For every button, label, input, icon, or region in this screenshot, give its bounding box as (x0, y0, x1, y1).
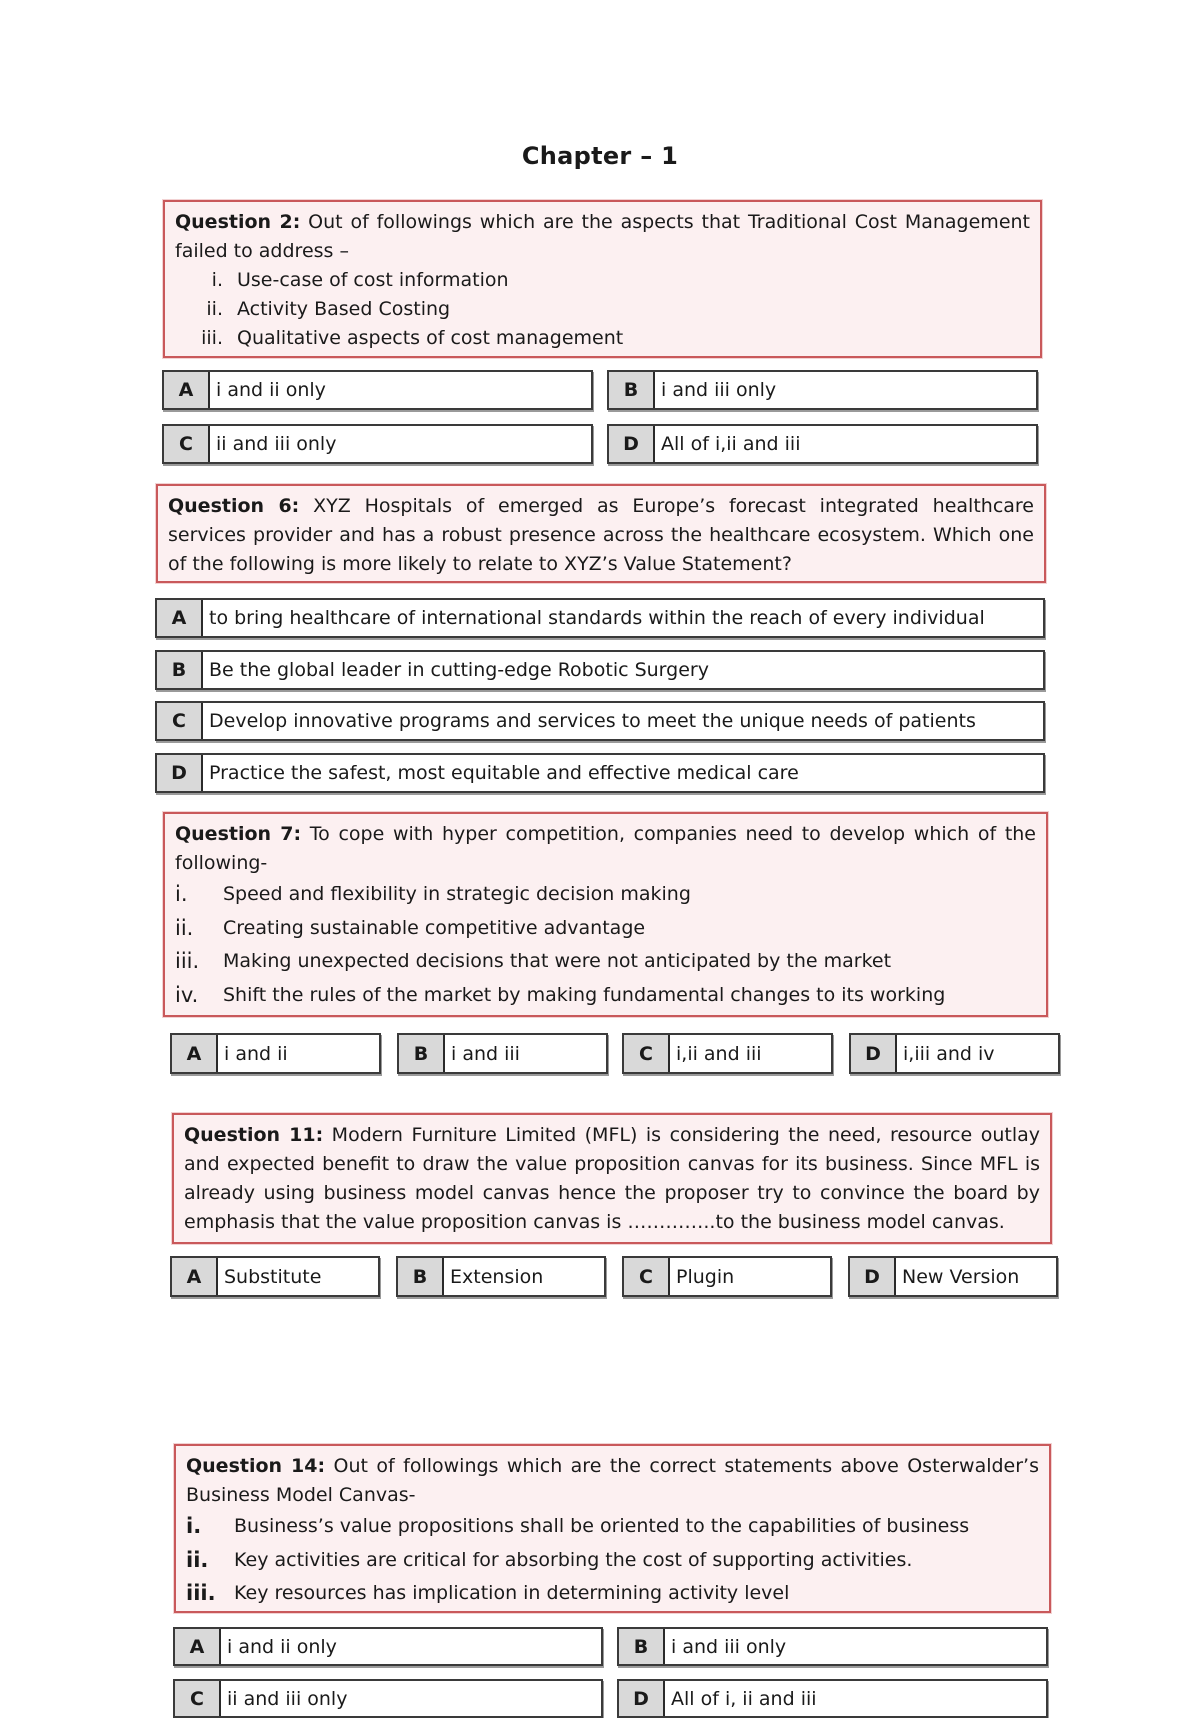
question-label: Question 7: (175, 823, 302, 845)
option-text: i and ii only (216, 379, 326, 401)
question-label: Question 14: (186, 1455, 326, 1477)
question-2-box (163, 200, 1042, 358)
question-14-stem: Question 14: Out of followings which are the correct statements above Osterwalder’s Business Model Canvas- (186, 1455, 1039, 1506)
question-7-option-d[interactable] (849, 1033, 1060, 1074)
option-text: ii and iii only (227, 1687, 348, 1710)
option-text: i and ii only (227, 1635, 337, 1658)
question-2-items (175, 266, 1030, 353)
list-item: iii. Key resources has implication in determining activity level (186, 1581, 790, 1605)
option-letter: C (624, 1258, 670, 1295)
option-text: New Version (902, 1265, 1020, 1288)
question-7-stem: Question 7: To cope with hyper competition, companies need to develop which of the following- (175, 823, 1036, 874)
list-item: i. Business’s value propositions shall be oriented to the capabilities of business (186, 1514, 970, 1538)
list-item: i. Use-case of cost information (211, 269, 509, 291)
list-item: ii. Activity Based Costing (206, 298, 451, 320)
question-11-option-a[interactable] (170, 1256, 380, 1297)
option-text: i and iii (451, 1042, 520, 1065)
question-7-option-c[interactable] (622, 1033, 833, 1074)
option-letter: B (609, 372, 655, 408)
question-11-box (172, 1113, 1052, 1244)
option-letter: D (619, 1681, 665, 1716)
option-letter: A (157, 600, 203, 636)
option-letter: C (624, 1035, 670, 1072)
list-item: ii. Creating sustainable competitive advantage (175, 915, 646, 940)
option-letter: B (619, 1629, 665, 1664)
question-6-option-c[interactable] (155, 701, 1045, 741)
option-letter: B (398, 1258, 444, 1295)
question-14-option-c[interactable] (173, 1679, 603, 1718)
list-item: i. Speed and flexibility in strategic decision making (175, 882, 691, 906)
option-text: Develop innovative programs and services to meet the unique needs of patients (209, 710, 976, 732)
question-label: Question 11: (184, 1124, 324, 1146)
question-label: Question 2: (175, 211, 301, 233)
option-letter: B (399, 1035, 445, 1072)
question-14-option-a[interactable] (173, 1627, 603, 1666)
question-2-option-b[interactable] (607, 370, 1038, 410)
option-letter: D (850, 1258, 896, 1295)
option-letter: C (164, 426, 210, 462)
option-text: Extension (450, 1265, 544, 1288)
option-text: i and iii only (661, 379, 777, 401)
option-text: Plugin (676, 1265, 735, 1288)
option-letter: A (164, 372, 210, 408)
question-6-option-d[interactable] (155, 753, 1045, 793)
option-text: i and iii only (671, 1635, 787, 1658)
option-letter: D (851, 1035, 897, 1072)
option-text: ii and iii only (216, 433, 337, 455)
question-11-option-b[interactable] (396, 1256, 606, 1297)
list-item: iii. Making unexpected decisions that were not anticipated by the market (175, 949, 892, 973)
list-item: ii. Key activities are critical for absorbing the cost of supporting activities. (186, 1547, 913, 1572)
question-7-items (175, 878, 1036, 1012)
question-11-option-d[interactable] (848, 1256, 1058, 1297)
option-text: All of i, ii and iii (671, 1687, 817, 1710)
question-2-stem: Question 2: Out of followings which are the aspects that Traditional Cost Management failed to address – (175, 211, 1030, 262)
option-text: i,iii and iv (903, 1042, 995, 1065)
option-letter: C (175, 1681, 221, 1716)
question-14-option-b[interactable] (617, 1627, 1048, 1666)
option-text: i and ii (224, 1042, 288, 1065)
question-6-stem: Question 6: XYZ Hospitals of emerged as Europe’s forecast integrated healthcare services provider and has a robust presence across the healthcare ecosystem. Which one of the following is more likely to relate to XYZ’s Value Statement? (168, 495, 1034, 575)
question-14-option-d[interactable] (617, 1679, 1048, 1718)
option-text: All of i,ii and iii (661, 433, 801, 455)
option-letter: A (175, 1629, 221, 1664)
option-text: i,ii and iii (676, 1042, 762, 1065)
option-text: Substitute (224, 1265, 322, 1288)
question-11-stem: Question 11: Modern Furniture Limited (MFL) is considering the need, resource outlay and expected benefit to draw the value proposition canvas for its business. Since MFL is already using business model canvas hence the proposer try to convince the board by emphasis that the value proposition canvas is …………..to the business model canvas. (184, 1124, 1040, 1233)
question-7-box (163, 812, 1048, 1017)
question-label: Question 6: (168, 495, 300, 517)
option-text: Be the global leader in cutting-edge Robotic Surgery (209, 659, 709, 681)
option-letter: A (172, 1035, 218, 1072)
question-14-box (174, 1444, 1051, 1613)
question-2-option-d[interactable] (607, 424, 1038, 464)
question-6-option-a[interactable] (155, 598, 1045, 638)
list-item: iv. Shift the rules of the market by making fundamental changes to its working (175, 982, 946, 1007)
question-6-option-b[interactable] (155, 650, 1045, 690)
question-7-option-a[interactable] (170, 1033, 381, 1074)
question-6-box (156, 484, 1046, 583)
option-text: to bring healthcare of international standards within the reach of every individual (209, 607, 985, 629)
option-letter: D (609, 426, 655, 462)
question-2-option-a[interactable] (162, 370, 593, 410)
list-item: iii. Qualitative aspects of cost management (201, 327, 624, 349)
question-14-items (186, 1510, 1039, 1611)
question-2-option-c[interactable] (162, 424, 593, 464)
question-7-option-b[interactable] (397, 1033, 608, 1074)
question-11-option-c[interactable] (622, 1256, 832, 1297)
option-letter: D (157, 755, 203, 791)
page-title: Chapter – 1 (521, 142, 679, 170)
option-letter: A (172, 1258, 218, 1295)
option-letter: B (157, 652, 203, 688)
option-text: Practice the safest, most equitable and effective medical care (209, 762, 799, 784)
option-letter: C (157, 703, 203, 739)
